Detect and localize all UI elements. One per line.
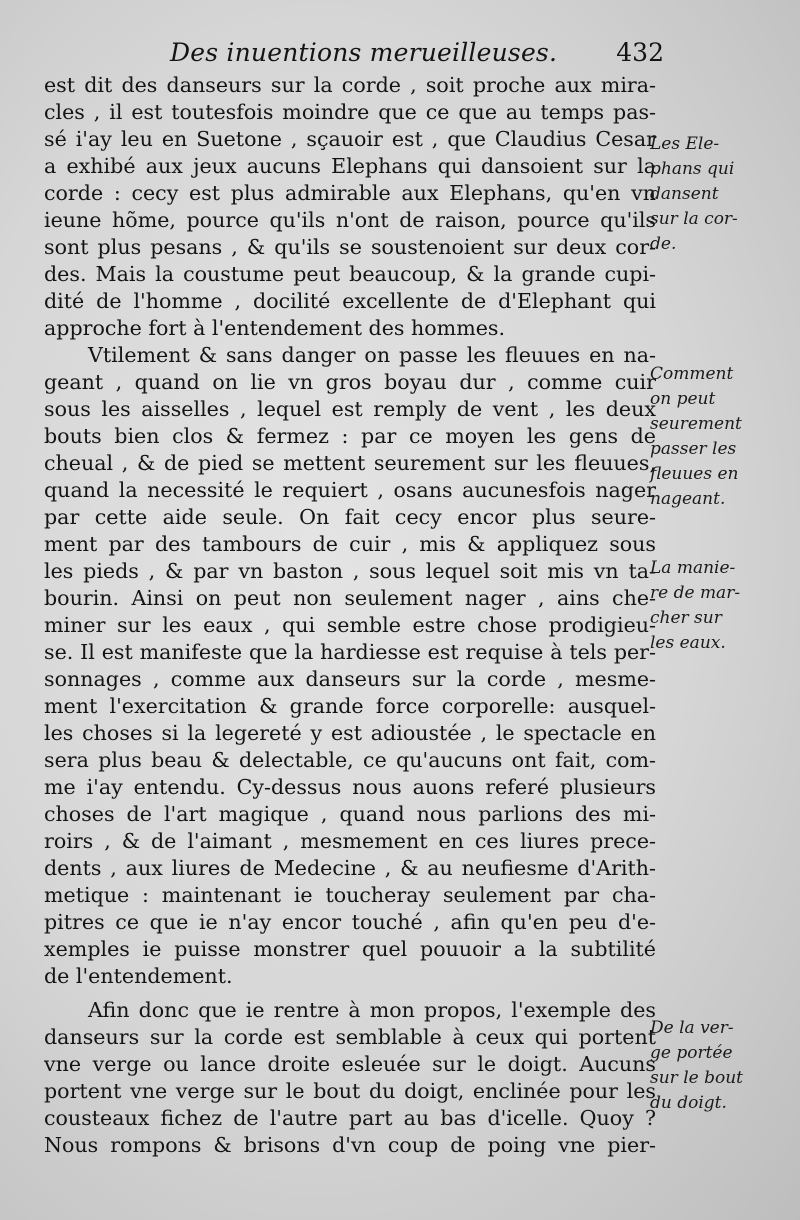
margin-note-line: cher sur [650,608,722,628]
text-line: des. Mais la coustume peut beaucoup, & la grande cupi- [44,262,656,286]
text-line: ment par des tambours de cuir , mis & appliquez sous [44,532,656,556]
margin-note-line: De la ver- [650,1018,734,1038]
text-line: portent vne verge sur le bout du doigt, enclinée pour les [44,1079,656,1103]
text-line: les pieds , & par vn baston , sous lequel soit mis vn ta- [44,559,656,583]
text-line: cles , il est toutesfois moindre que ce que au temps pas- [44,100,656,124]
text-line: pitres ce que ie n'ay encor touché , afin qu'en peu d'e- [44,910,656,934]
text-line: me i'ay entendu. Cy-dessus nous auons referé plusieurs [44,775,656,799]
paragraph-1 [44,72,656,342]
margin-note-line: phans qui [650,159,735,179]
margin-note-line: passer les [650,439,737,459]
text-line: choses de l'art magique , quand nous parlions des mi- [44,802,656,826]
text-line: cheual , & de pied se mettent seurement sur les fleuues, [44,451,656,475]
margin-note-line: on peut [650,389,716,409]
text-line: xemples ie puisse monstrer quel pouuoir a la subtilité [44,937,656,961]
text-line: se. Il est manifeste que la hardiesse est requise à tels per- [44,640,656,664]
margin-note-line: seurement [650,414,742,434]
text-line: bourin. Ainsi on peut non seulement nager , ains che- [44,586,656,610]
margin-note-crossing-rivers [650,362,770,512]
body-text [44,72,656,1159]
margin-note-line: nageant. [650,489,726,509]
text-line: roirs , & de l'aimant , mesmement en ces liures prece- [44,829,656,853]
page-number: 432 [616,38,664,67]
margin-note-line: de. [650,234,677,254]
paragraph-2 [44,342,656,990]
margin-note-line: ge portée [650,1043,733,1063]
margin-note-line: sur la cor- [650,209,738,229]
text-line: sonnages , comme aux danseurs sur la corde , mesme- [44,667,656,691]
margin-note-line: Les Ele- [650,134,720,154]
text-line: ieune hõme, pource qu'ils n'ont de raison, pource qu'ils [44,208,656,232]
text-line: vne verge ou lance droite esleuée sur le doigt. Aucuns [44,1052,656,1076]
text-line: cousteaux fichez de l'autre part au bas d'icelle. Quoy ? [44,1106,656,1130]
margin-note-line: du doigt. [650,1093,727,1113]
text-line: a exhibé aux jeux aucuns Elephans qui dansoient sur la [44,154,656,178]
margin-note-line: les eaux. [650,633,726,653]
running-title: Des inuentions merueilleuses. [170,38,558,67]
text-line: approche fort à l'entendement des hommes. [44,316,506,340]
margin-note-line: La manie- [650,558,736,578]
text-line: miner sur les eaux , qui semble estre chose prodigieu- [44,613,656,637]
text-line: Vtilement & sans danger on passe les fleuues en na- [88,343,656,367]
text-line: dents , aux liures de Medecine , & au neufiesme d'Arith- [44,856,656,880]
text-line: metique : maintenant ie toucheray seulement par cha- [44,883,656,907]
page-header [160,38,680,72]
text-line: de l'entendement. [44,964,233,988]
text-line: est dit des danseurs sur la corde , soit proche aux mira- [44,73,656,97]
margin-note-rod-on-finger [650,1016,770,1116]
margin-note-line: Comment [650,364,734,384]
text-line: corde : cecy est plus admirable aux Elephans, qu'en vn [44,181,656,205]
text-line: par cette aide seule. On fait cecy encor plus seure- [44,505,656,529]
text-line: Nous rompons & brisons d'vn coup de poing vne pier- [44,1133,656,1157]
margin-note-walking-on-water [650,556,770,656]
text-line: sont plus pesans , & qu'ils se soustenoient sur deux cor- [44,235,656,259]
text-line: sous les aisselles , lequel est remply de vent , les deux [44,397,656,421]
text-line: Afin donc que ie rentre à mon propos, l'exemple des [88,998,656,1022]
margin-note-elephants [650,132,770,257]
text-line: quand la necessité le requiert , osans aucunesfois nager [44,478,656,502]
margin-note-line: dansent [650,184,719,204]
text-line: geant , quand on lie vn gros boyau dur , comme cuir [44,370,656,394]
text-line: bouts bien clos & fermez : par ce moyen les gens de [44,424,656,448]
paragraph-3 [44,997,656,1159]
margin-note-line: fleuues en [650,464,739,484]
text-line: ment l'exercitation & grande force corporelle: ausquel- [44,694,656,718]
margin-note-line: re de mar- [650,583,741,603]
text-line: danseurs sur la corde est semblable à ceux qui portent [44,1025,656,1049]
text-line: dité de l'homme , docilité excellente de d'Elephant qui [44,289,656,313]
margin-note-line: sur le bout [650,1068,744,1088]
text-line: sera plus beau & delectable, ce qu'aucuns ont fait, com- [44,748,656,772]
text-line: sé i'ay leu en Suetone , sçauoir est , que Claudius Cesar [44,127,656,151]
text-line: les choses si la legereté y est adioustée , le spectacle en [44,721,656,745]
